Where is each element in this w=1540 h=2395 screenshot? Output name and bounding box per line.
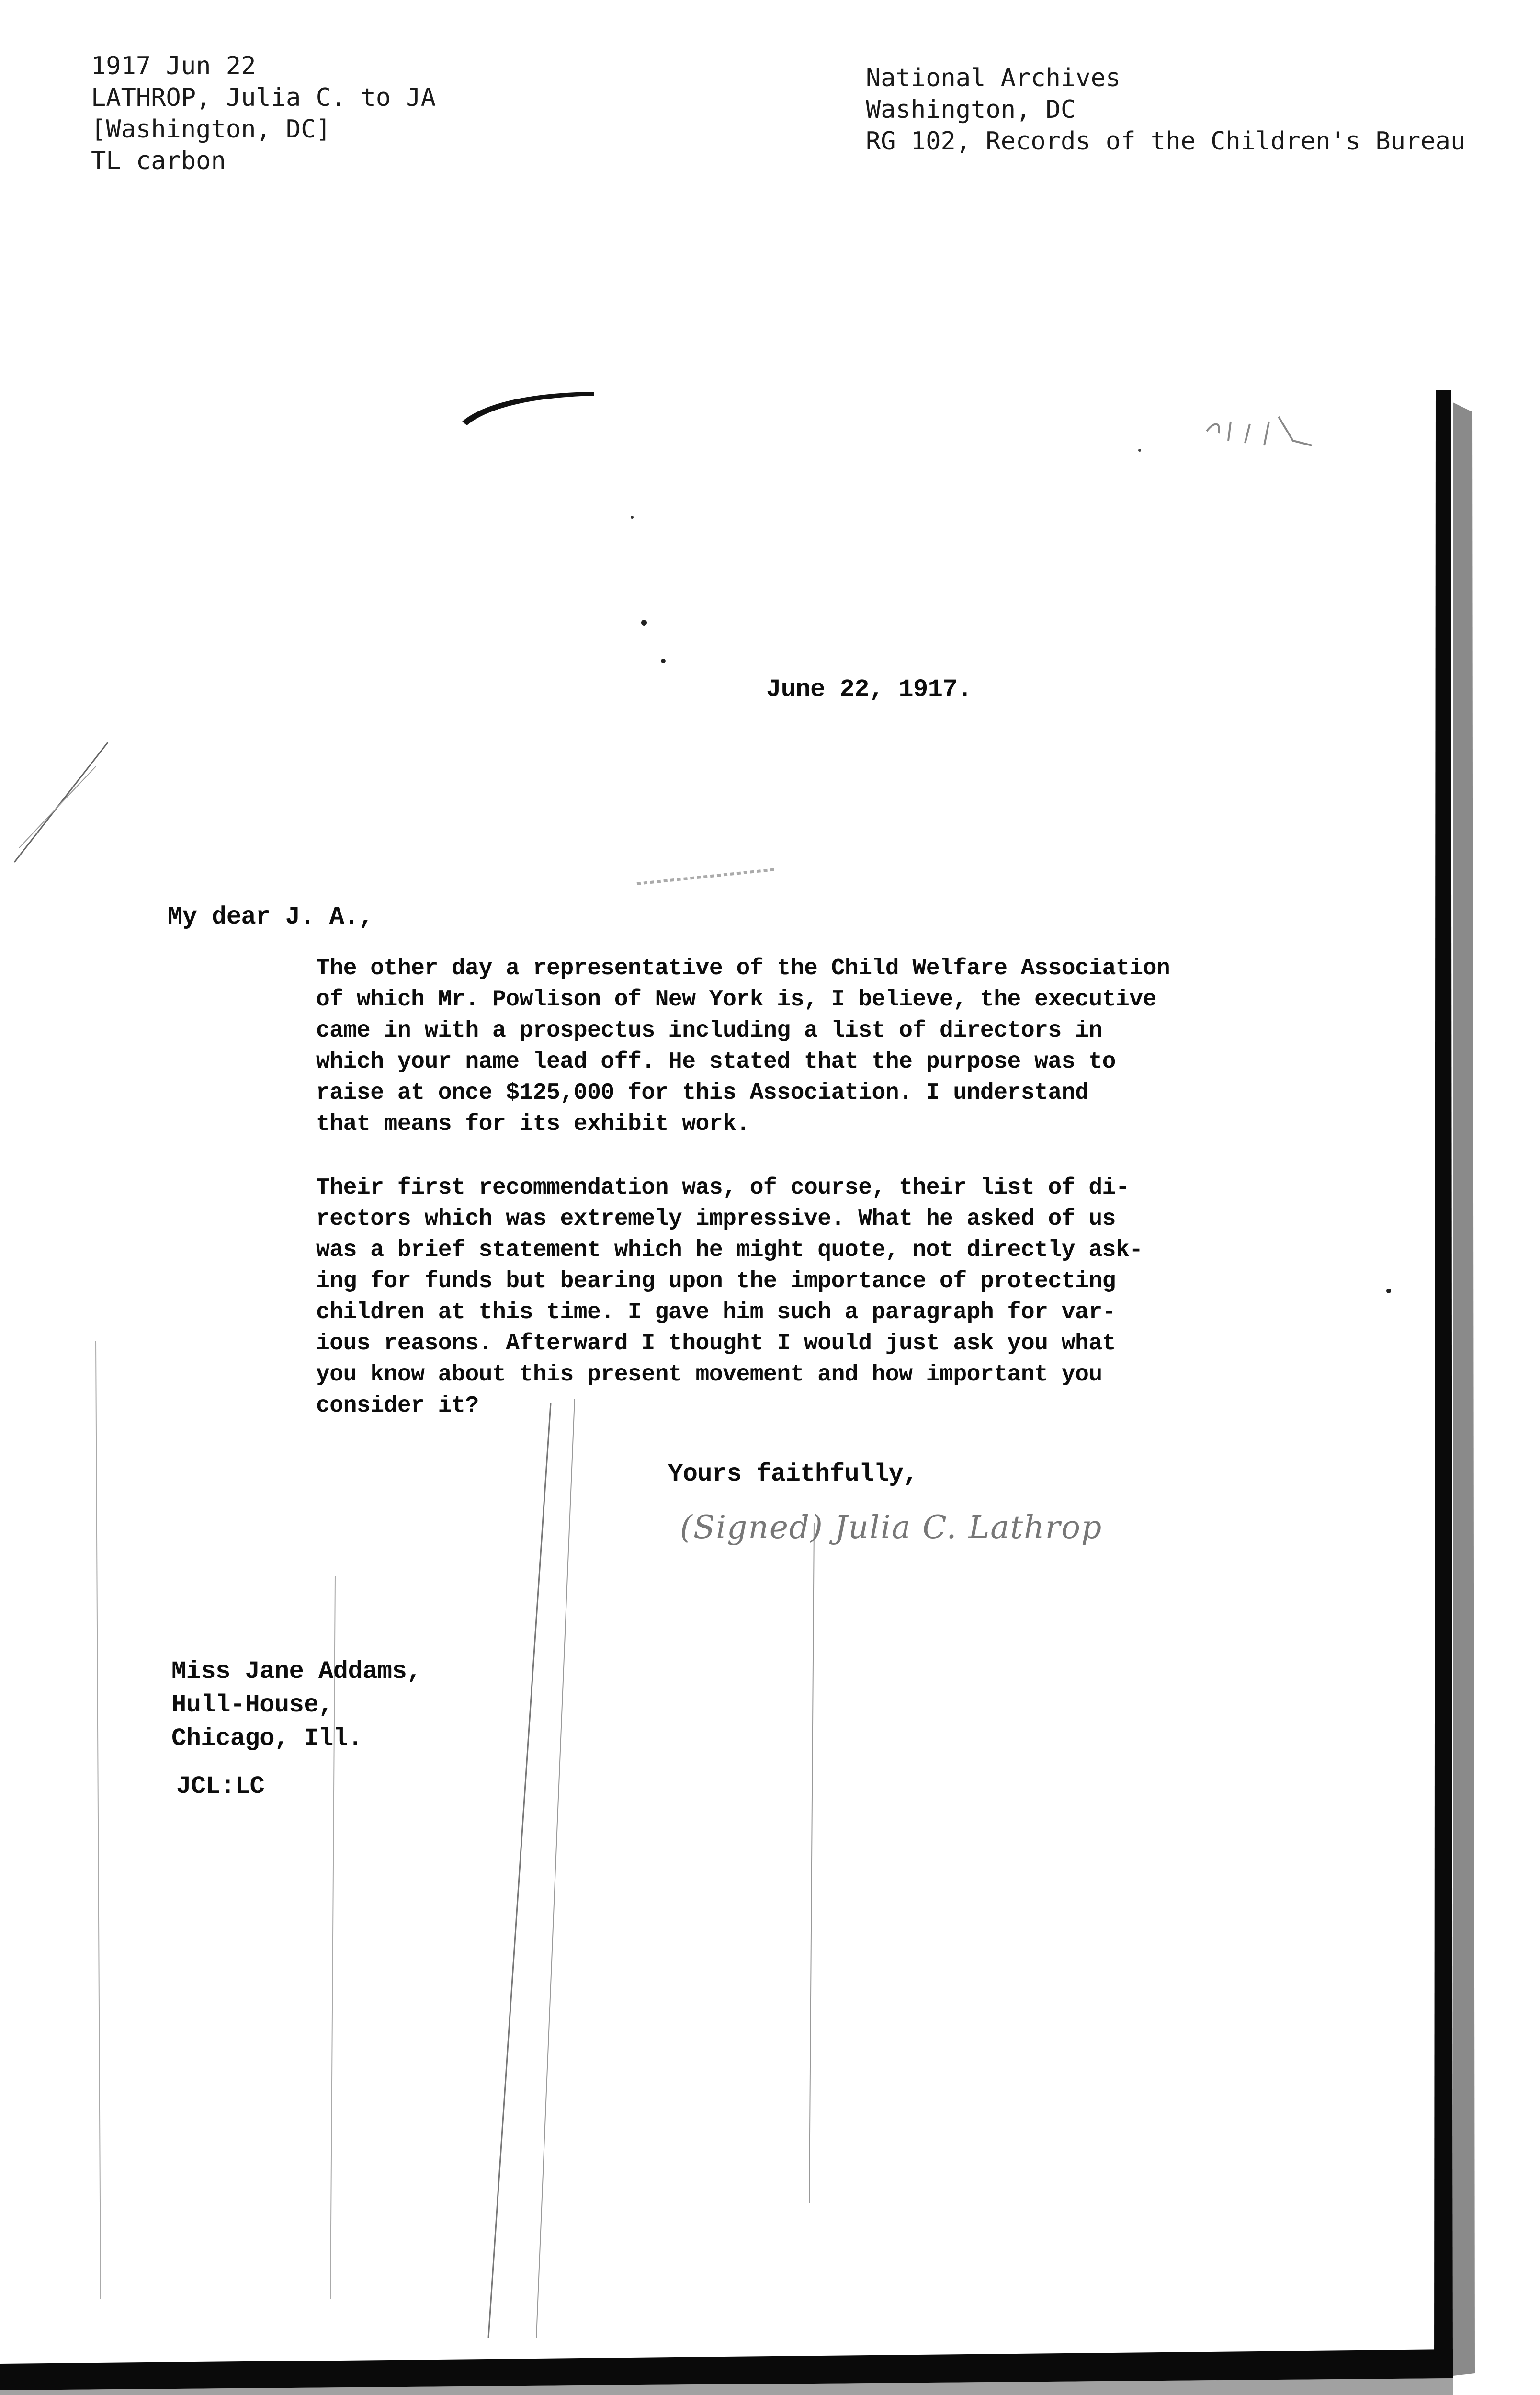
typist-initials: JCL:LC <box>176 1772 265 1801</box>
recipient-address-line: Hull-House, <box>171 1691 333 1719</box>
paragraph-line: of which Mr. Powlison of New York is, I believe, the executive <box>316 987 1156 1013</box>
paragraph-line: raise at once $125,000 for this Association. I understand <box>316 1080 1089 1106</box>
letter-signature: (Signed) Julia C. Lathrop <box>680 1509 1103 1546</box>
paragraph-line: ious reasons. Afterward I thought I would just ask you what <box>316 1331 1116 1357</box>
paragraph-line: was a brief statement which he might quote, not directly ask- <box>316 1237 1143 1263</box>
archive-date: 1917 Jun 22 <box>91 52 256 80</box>
letter-closing: Yours faithfully, <box>668 1460 918 1488</box>
paragraph-line: rectors which was extremely impressive. What he asked of us <box>316 1206 1116 1232</box>
paragraph-line: you know about this present movement and how important you <box>316 1362 1102 1388</box>
letter-salutation: My dear J. A., <box>168 903 374 931</box>
recipient-city: Chicago, Ill. <box>171 1724 363 1753</box>
letter-date: June 22, 1917. <box>766 675 972 704</box>
archive-label-left <box>91 50 436 177</box>
archive-record-group: RG 102, Records of the Children's Bureau <box>866 127 1466 156</box>
paragraph-line: ing for funds but bearing upon the importance of protecting <box>316 1268 1116 1294</box>
paragraph-line: that means for its exhibit work. <box>316 1111 750 1137</box>
paragraph-line: consider it? <box>316 1393 479 1419</box>
letter-recipient <box>171 1655 421 1756</box>
archive-repository: National Archives <box>866 64 1121 92</box>
paragraph-line: The other day a representative of the Child Welfare Association <box>316 956 1170 981</box>
paragraph-line: which your name lead off. He stated that the purpose was to <box>316 1049 1116 1075</box>
archive-location: Washington, DC <box>866 95 1076 124</box>
paragraph-line: children at this time. I gave him such a paragraph for var- <box>316 1300 1116 1325</box>
paragraph-line: came in with a prospectus including a list of directors in <box>316 1018 1102 1044</box>
recipient-name: Miss Jane Addams, <box>171 1657 421 1686</box>
archive-correspondents: LATHROP, Julia C. to JA <box>91 83 436 112</box>
letter-paragraph-1 <box>316 953 1293 1140</box>
archive-place: [Washington, DC] <box>91 115 331 144</box>
archive-label-right <box>866 62 1465 157</box>
letter-paragraph-2 <box>316 1173 1293 1422</box>
archive-format: TL carbon <box>91 147 226 175</box>
paragraph-line: Their first recommendation was, of course, their list of di- <box>316 1175 1130 1201</box>
